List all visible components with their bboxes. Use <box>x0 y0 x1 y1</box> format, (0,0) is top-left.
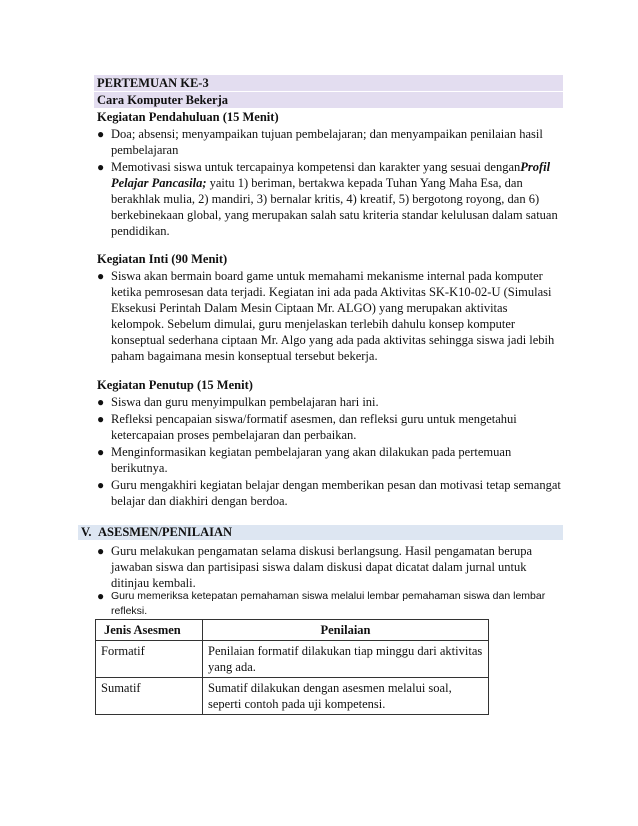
penutup-title: Kegiatan Penutup (15 Menit) <box>97 378 253 392</box>
penutup-list <box>93 394 563 510</box>
inti-title: Kegiatan Inti (90 Menit) <box>97 252 228 266</box>
bullet-icon: ● <box>97 589 105 603</box>
list-item-text: Siswa dan guru menyimpulkan pembelajaran hari ini. <box>111 395 379 409</box>
bullet-icon: ● <box>97 445 105 459</box>
asesmen-list-2 <box>93 589 563 620</box>
asesmen-list <box>93 543 563 592</box>
bullet-icon: ● <box>97 478 105 492</box>
table-header-row <box>96 620 489 641</box>
list-item-text: Guru mengakhiri kegiatan belajar dengan memberikan pesan dan motivasi tetap semangat belajar dan diakhiri dengan berdoa. <box>111 478 561 508</box>
list-item <box>93 543 563 591</box>
list-item-text: Siswa akan bermain board game untuk memahami mekanisme internal pada komputer ketika pemrosesan data terjadi. Kegiatan ini ada pada Aktivitas SK-K10-02-U (Simulasi Eksekusi Perintah Dalam Mesin Ciptaan Mr. ALGO) yang merupakan aktivitas kelompok. Sebelum dimulai, guru menjelaskan terlebih dahulu konsep komputer konseptual sederhana ciptaan Mr. Algo yang ada pada aktivitas sehingga siswa jadi lebih paham bagaimana mesin konseptual tersebut bekerja. <box>111 269 555 363</box>
list-item-text: Guru memeriksa ketepatan pemahaman siswa melalui lembar pemahaman siswa dan lembar refleksi. <box>111 590 546 617</box>
profil-emphasis: Profil Pelajar Pancasila; <box>111 160 551 190</box>
list-item-text: Doa; absensi; menyampaikan tujuan pembelajaran; dan menyampaikan penilaian hasil pembelajaran <box>111 127 543 157</box>
asesmen-heading <box>78 525 563 540</box>
list-item <box>93 159 563 239</box>
list-item <box>93 589 563 619</box>
table-row <box>96 678 489 715</box>
list-item-text: Menginformasikan kegiatan pembelajaran yang akan dilakukan pada pertemuan berikutnya. <box>111 445 512 475</box>
bullet-icon: ● <box>97 412 105 426</box>
list-item-text: Guru melakukan pengamatan selama diskusi berlangsung. Hasil pengamatan berupa jawaban siswa dan partisipasi siswa dalam diskusi dapat dicatat dalam jurnal untuk ditinjau kembali. <box>111 544 533 590</box>
pendahuluan-title: Kegiatan Pendahuluan (15 Menit) <box>97 110 279 124</box>
section-number: V. <box>81 525 92 539</box>
topic-heading <box>94 92 563 108</box>
list-item-text: yaitu 1) beriman, bertakwa kepada Tuhan Yang Maha Esa, dan berakhlak mulia, 2) mandiri, 3) bernalar kritis, 4) kreatif, 5) bergotong royong, dan 6) berkebinekaan global, yang merupakan salah satu kriteria standar kelulusan dalam satuan pendidikan. <box>111 176 558 238</box>
table-row <box>96 641 489 678</box>
table-cell: Formatif <box>96 641 203 678</box>
pendahuluan-list <box>93 126 563 240</box>
list-item <box>93 411 563 443</box>
column-header: Penilaian <box>203 620 489 641</box>
table-cell: Sumatif dilakukan dengan asesmen melalui soal, seperti contoh pada uji kompetensi. <box>203 678 489 715</box>
inti-list <box>93 268 563 365</box>
list-item-text: Memotivasi siswa untuk tercapainya kompetensi dan karakter yang sesuai dengan <box>111 160 521 174</box>
section-title: ASESMEN/PENILAIAN <box>98 525 233 539</box>
meeting-heading <box>94 75 563 91</box>
table-cell: Penilaian formatif dilakukan tiap minggu dari aktivitas yang ada. <box>203 641 489 678</box>
meeting-label: PERTEMUAN KE-3 <box>97 76 209 90</box>
bullet-icon: ● <box>97 127 105 141</box>
list-item <box>93 126 563 158</box>
topic-label: Cara Komputer Bekerja <box>97 93 228 107</box>
list-item <box>93 268 563 364</box>
assessment-table <box>95 619 489 715</box>
column-header: Jenis Asesmen <box>96 620 203 641</box>
bullet-icon: ● <box>97 160 105 174</box>
list-item <box>93 444 563 476</box>
table-cell: Sumatif <box>96 678 203 715</box>
bullet-icon: ● <box>97 544 105 558</box>
list-item <box>93 477 563 509</box>
list-item-text: Refleksi pencapaian siswa/formatif asesmen, dan refleksi guru untuk mengetahui ketercapaian proses pembelajaran dan perbaikan. <box>111 412 517 442</box>
list-item <box>93 394 563 410</box>
bullet-icon: ● <box>97 269 105 283</box>
bullet-icon: ● <box>97 395 105 409</box>
